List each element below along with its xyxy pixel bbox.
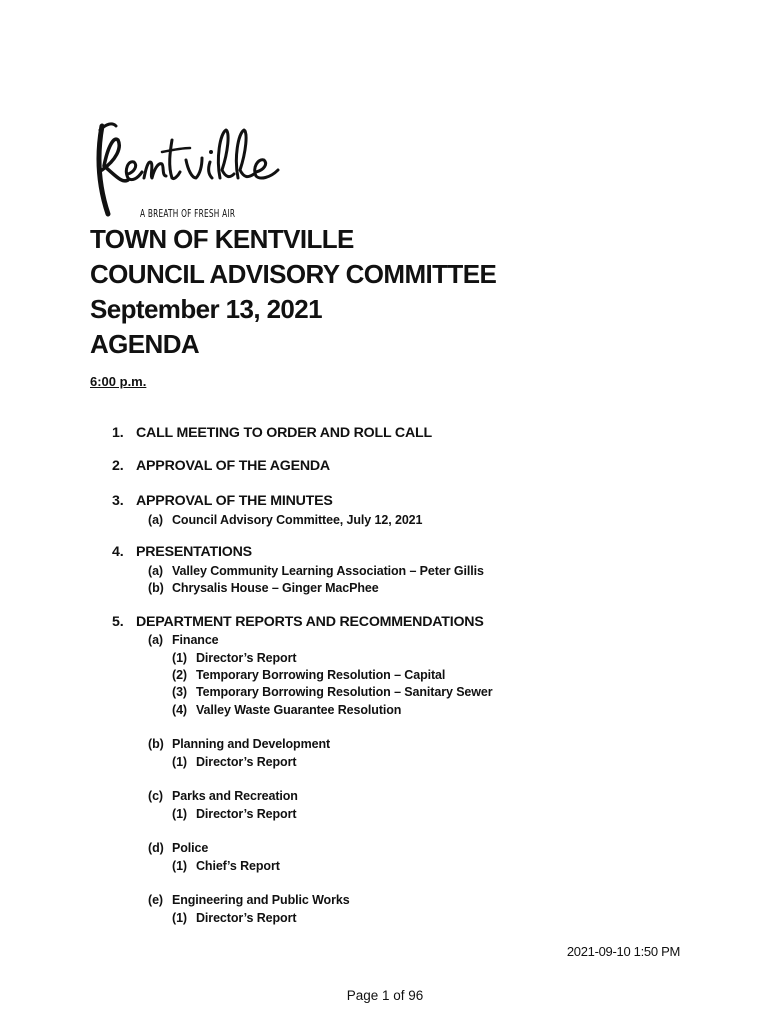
agenda-subitem-parks [148, 789, 298, 803]
title-town: TOWN OF KENTVILLE [90, 224, 354, 254]
page-number: Page 1 of 96 [346, 988, 424, 1003]
subitem-text: Finance [172, 633, 219, 647]
agenda-item-title: APPROVAL OF THE MINUTES [136, 493, 333, 509]
agenda-item-title: APPROVAL OF THE AGENDA [136, 458, 330, 474]
agenda-item-number: 2. [112, 458, 124, 474]
agenda-report-item [172, 668, 445, 682]
agenda-item-5 [112, 614, 484, 630]
report-text: Temporary Borrowing Resolution – Sanitary Sewer [196, 685, 493, 699]
agenda-subitem [148, 581, 379, 595]
report-tag: (4) [172, 703, 187, 717]
report-text: Valley Waste Guarantee Resolution [196, 703, 402, 717]
title-agenda: AGENDA [90, 329, 200, 359]
agenda-subitem-planning [148, 737, 330, 751]
report-text: Director’s Report [196, 807, 297, 821]
subitem-tag: (a) [148, 513, 163, 527]
agenda-subitem-finance [148, 633, 219, 647]
subitem-text: Parks and Recreation [172, 789, 298, 803]
agenda-item-3 [112, 493, 333, 509]
report-text: Director’s Report [196, 911, 297, 925]
agenda-item-number: 4. [112, 544, 124, 560]
agenda-item-number: 5. [112, 614, 124, 630]
agenda-subitem [148, 513, 422, 527]
report-text: Director’s Report [196, 651, 297, 665]
subitem-text: Police [172, 841, 209, 855]
agenda-item-number: 1. [112, 425, 124, 441]
report-tag: (1) [172, 651, 187, 665]
agenda-report-item [172, 807, 296, 821]
agenda-item-title: CALL MEETING TO ORDER AND ROLL CALL [136, 425, 432, 441]
agenda-item-title: PRESENTATIONS [136, 544, 252, 560]
report-tag: (1) [172, 807, 187, 821]
report-tag: (1) [172, 911, 187, 925]
title-committee: COUNCIL ADVISORY COMMITTEE [90, 259, 497, 289]
report-tag: (3) [172, 685, 187, 699]
agenda-subitem [148, 564, 484, 578]
subitem-tag: (e) [148, 893, 163, 907]
subitem-text: Council Advisory Committee, July 12, 2021 [172, 513, 423, 527]
subitem-text: Valley Community Learning Association – Peter Gillis [172, 564, 484, 578]
agenda-report-item [172, 703, 401, 717]
subitem-tag: (d) [148, 841, 164, 855]
agenda-report-item [172, 651, 296, 665]
agenda-report-item [172, 911, 296, 925]
agenda-item-1 [112, 425, 432, 441]
subitem-text: Chrysalis House – Ginger MacPhee [172, 581, 379, 595]
agenda-item-number: 3. [112, 493, 124, 509]
agenda-item-4 [112, 544, 252, 560]
document-title-block [90, 222, 496, 362]
report-text: Director’s Report [196, 755, 297, 769]
title-date: September 13, 2021 [90, 294, 323, 324]
agenda-report-item [172, 859, 280, 873]
report-text: Temporary Borrowing Resolution – Capital [196, 668, 446, 682]
report-tag: (1) [172, 755, 187, 769]
subitem-text: Planning and Development [172, 737, 331, 751]
agenda-subitem-engineering [148, 893, 350, 907]
subitem-tag: (a) [148, 633, 163, 647]
subitem-tag: (a) [148, 564, 163, 578]
logo-tagline: A BREATH OF FRESH AIR [140, 208, 236, 220]
agenda-item-title: DEPARTMENT REPORTS AND RECOMMENDATIONS [136, 614, 484, 630]
meeting-time: 6:00 p.m. [90, 374, 147, 389]
subitem-text: Engineering and Public Works [172, 893, 350, 907]
agenda-report-item [172, 685, 493, 699]
report-tag: (1) [172, 859, 187, 873]
subitem-tag: (b) [148, 737, 164, 751]
print-timestamp: 2021-09-10 1:50 PM [566, 944, 680, 959]
report-text: Chief’s Report [196, 859, 280, 873]
subitem-tag: (b) [148, 581, 164, 595]
report-tag: (2) [172, 668, 187, 682]
agenda-subitem-police [148, 841, 208, 855]
agenda-report-item [172, 755, 296, 769]
subitem-tag: (c) [148, 789, 163, 803]
agenda-item-2 [112, 458, 330, 474]
